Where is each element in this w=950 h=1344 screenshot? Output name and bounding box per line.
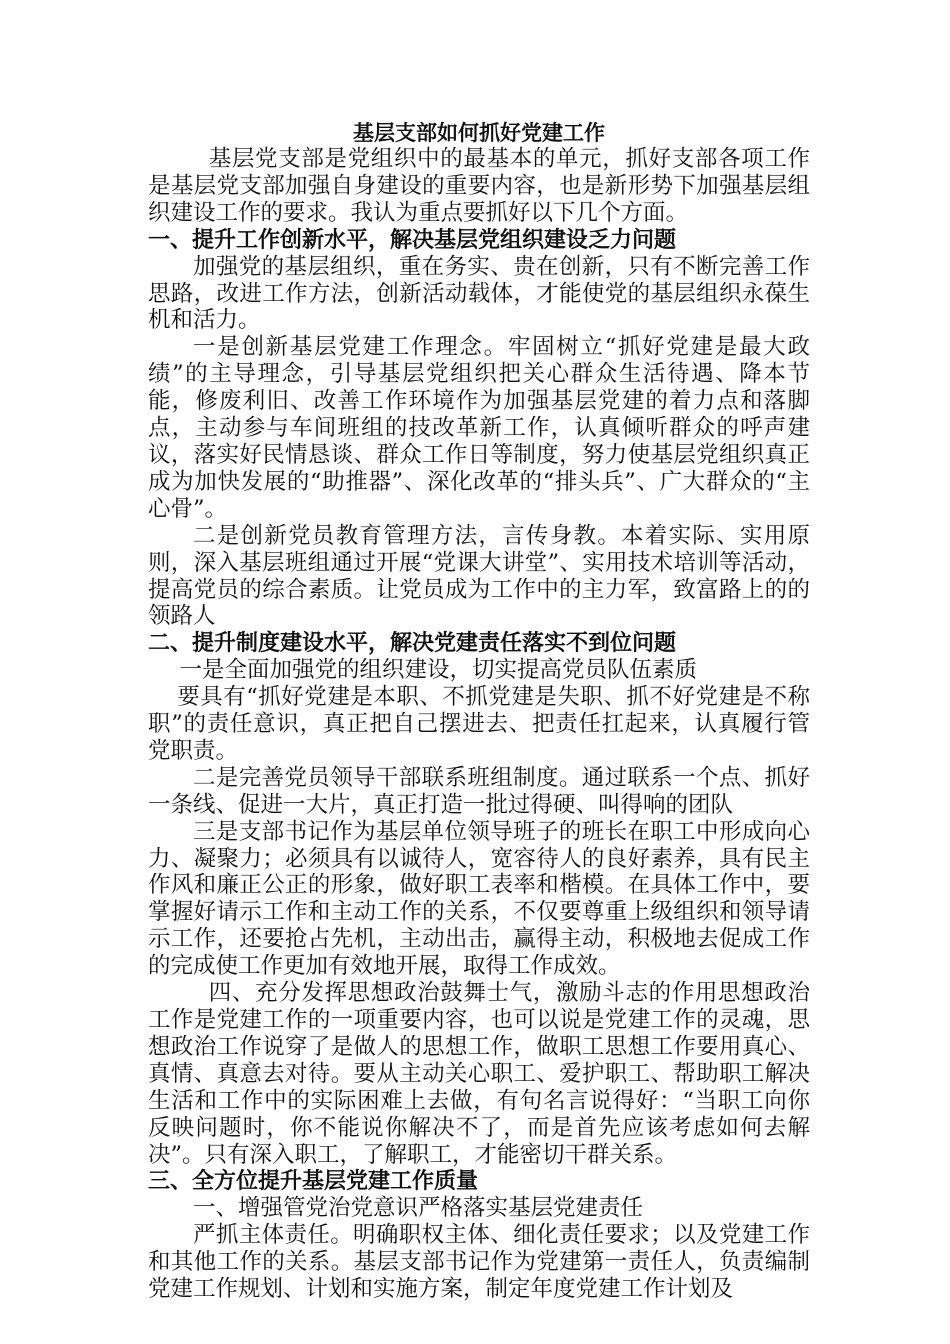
paragraph: 一、增强管党治党意识严格落实基层党建责任: [193, 1195, 644, 1222]
paragraph-intro: 基层党支部是党组织中的最基本的单元，抓好支部各项工作是基层党支部加强自身建设的重要内容，也是新形势下加强基层组织建设工作的要求。我认为重点要抓好以下几个方面。: [148, 146, 810, 226]
paragraph: 一是创新基层党建工作理念。牢固树立“抓好党建是最大政绩”的主导理念，引导基层党组织把关心群众生活待遇、降本节能，修废利旧、改善工作环境作为加强基层党建的着力点和落脚点，主动参与车间班组的技改革新工作，认真倾听群众的呼声建议，落实好民情恳谈、群众工作日等制度，努力使基层党组织真正成为加快发展的“助推器”、深化改革的“排头兵”、广大群众的“主心骨”。: [148, 334, 810, 522]
section-heading-3: 三、全方位提升基层党建工作质量: [148, 1168, 479, 1195]
paragraph: 加强党的基层组织，重在务实、贵在创新，只有不断完善工作思路，改进工作方法，创新活动载体，才能使党的基层组织永葆生机和活力。: [148, 253, 810, 334]
document-page: [148, 120, 810, 1303]
document-title: 基层支部如何抓好党建工作: [353, 120, 605, 145]
paragraph: 严抓主体责任。明确职权主体、细化责任要求；以及党建工作和其他工作的关系。基层支部书记作为党建第一责任人，负责编制党建工作规划、计划和实施方案，制定年度党建工作计划及: [148, 1222, 810, 1303]
section-heading-2: 二、提升制度建设水平，解决党建责任落实不到位问题: [148, 630, 677, 657]
paragraph: 一是全面加强党的组织建设，切实提高党员队伍素质: [179, 657, 698, 684]
section-heading-1: 一、提升工作创新水平，解决基层党组织建设乏力问题: [148, 226, 677, 253]
paragraph: 二是创新党员教育管理方法，言传身教。本着实际、实用原则，深入基层班组通过开展“党课大讲堂”、实用技术培训等活动，提高党员的综合素质。让党员成为工作中的主力军，致富路上的的领路人: [148, 522, 810, 630]
paragraph: 二是完善党员领导干部联系班组制度。通过联系一个点、抓好一条线、促进一大片，真正打造一批过得硬、叫得响的团队: [148, 764, 810, 818]
paragraph: 三是支部书记作为基层单位领导班子的班长在职工中形成向心力、凝聚力；必须具有以诚待人，宽容待人的良好素养，具有民主作风和廉正公正的形象，做好职工表率和楷模。在具体工作中，要掌握好请示工作和主动工作的关系，不仅要尊重上级组织和领导请示工作，还要抢占先机，主动出击，赢得主动，积极地去促成工作的完成使工作更加有效地开展，取得工作成效。: [148, 818, 810, 980]
paragraph: 四、充分发挥思想政治鼓舞士气，激励斗志的作用思想政治工作是党建工作的一项重要内容，也可以说是党建工作的灵魂，思想政治工作说穿了是做人的思想工作，做职工思想工作要用真心、真情、真意去对待。要从主动关心职工、爱护职工、帮助职工解决生活和工作中的实际困难上去做，有句名言说得好：“当职工向你反映问题时，你不能说你解决不了，而是首先应该考虑如何去解决”。只有深入职工，了解职工，才能密切干群关系。: [148, 980, 810, 1168]
paragraph: 要具有“抓好党建是本职、不抓党建是失职、抓不好党建是不称职”的责任意识，真正把自己摆进去、把责任扛起来，认真履行管党职责。: [148, 684, 810, 764]
